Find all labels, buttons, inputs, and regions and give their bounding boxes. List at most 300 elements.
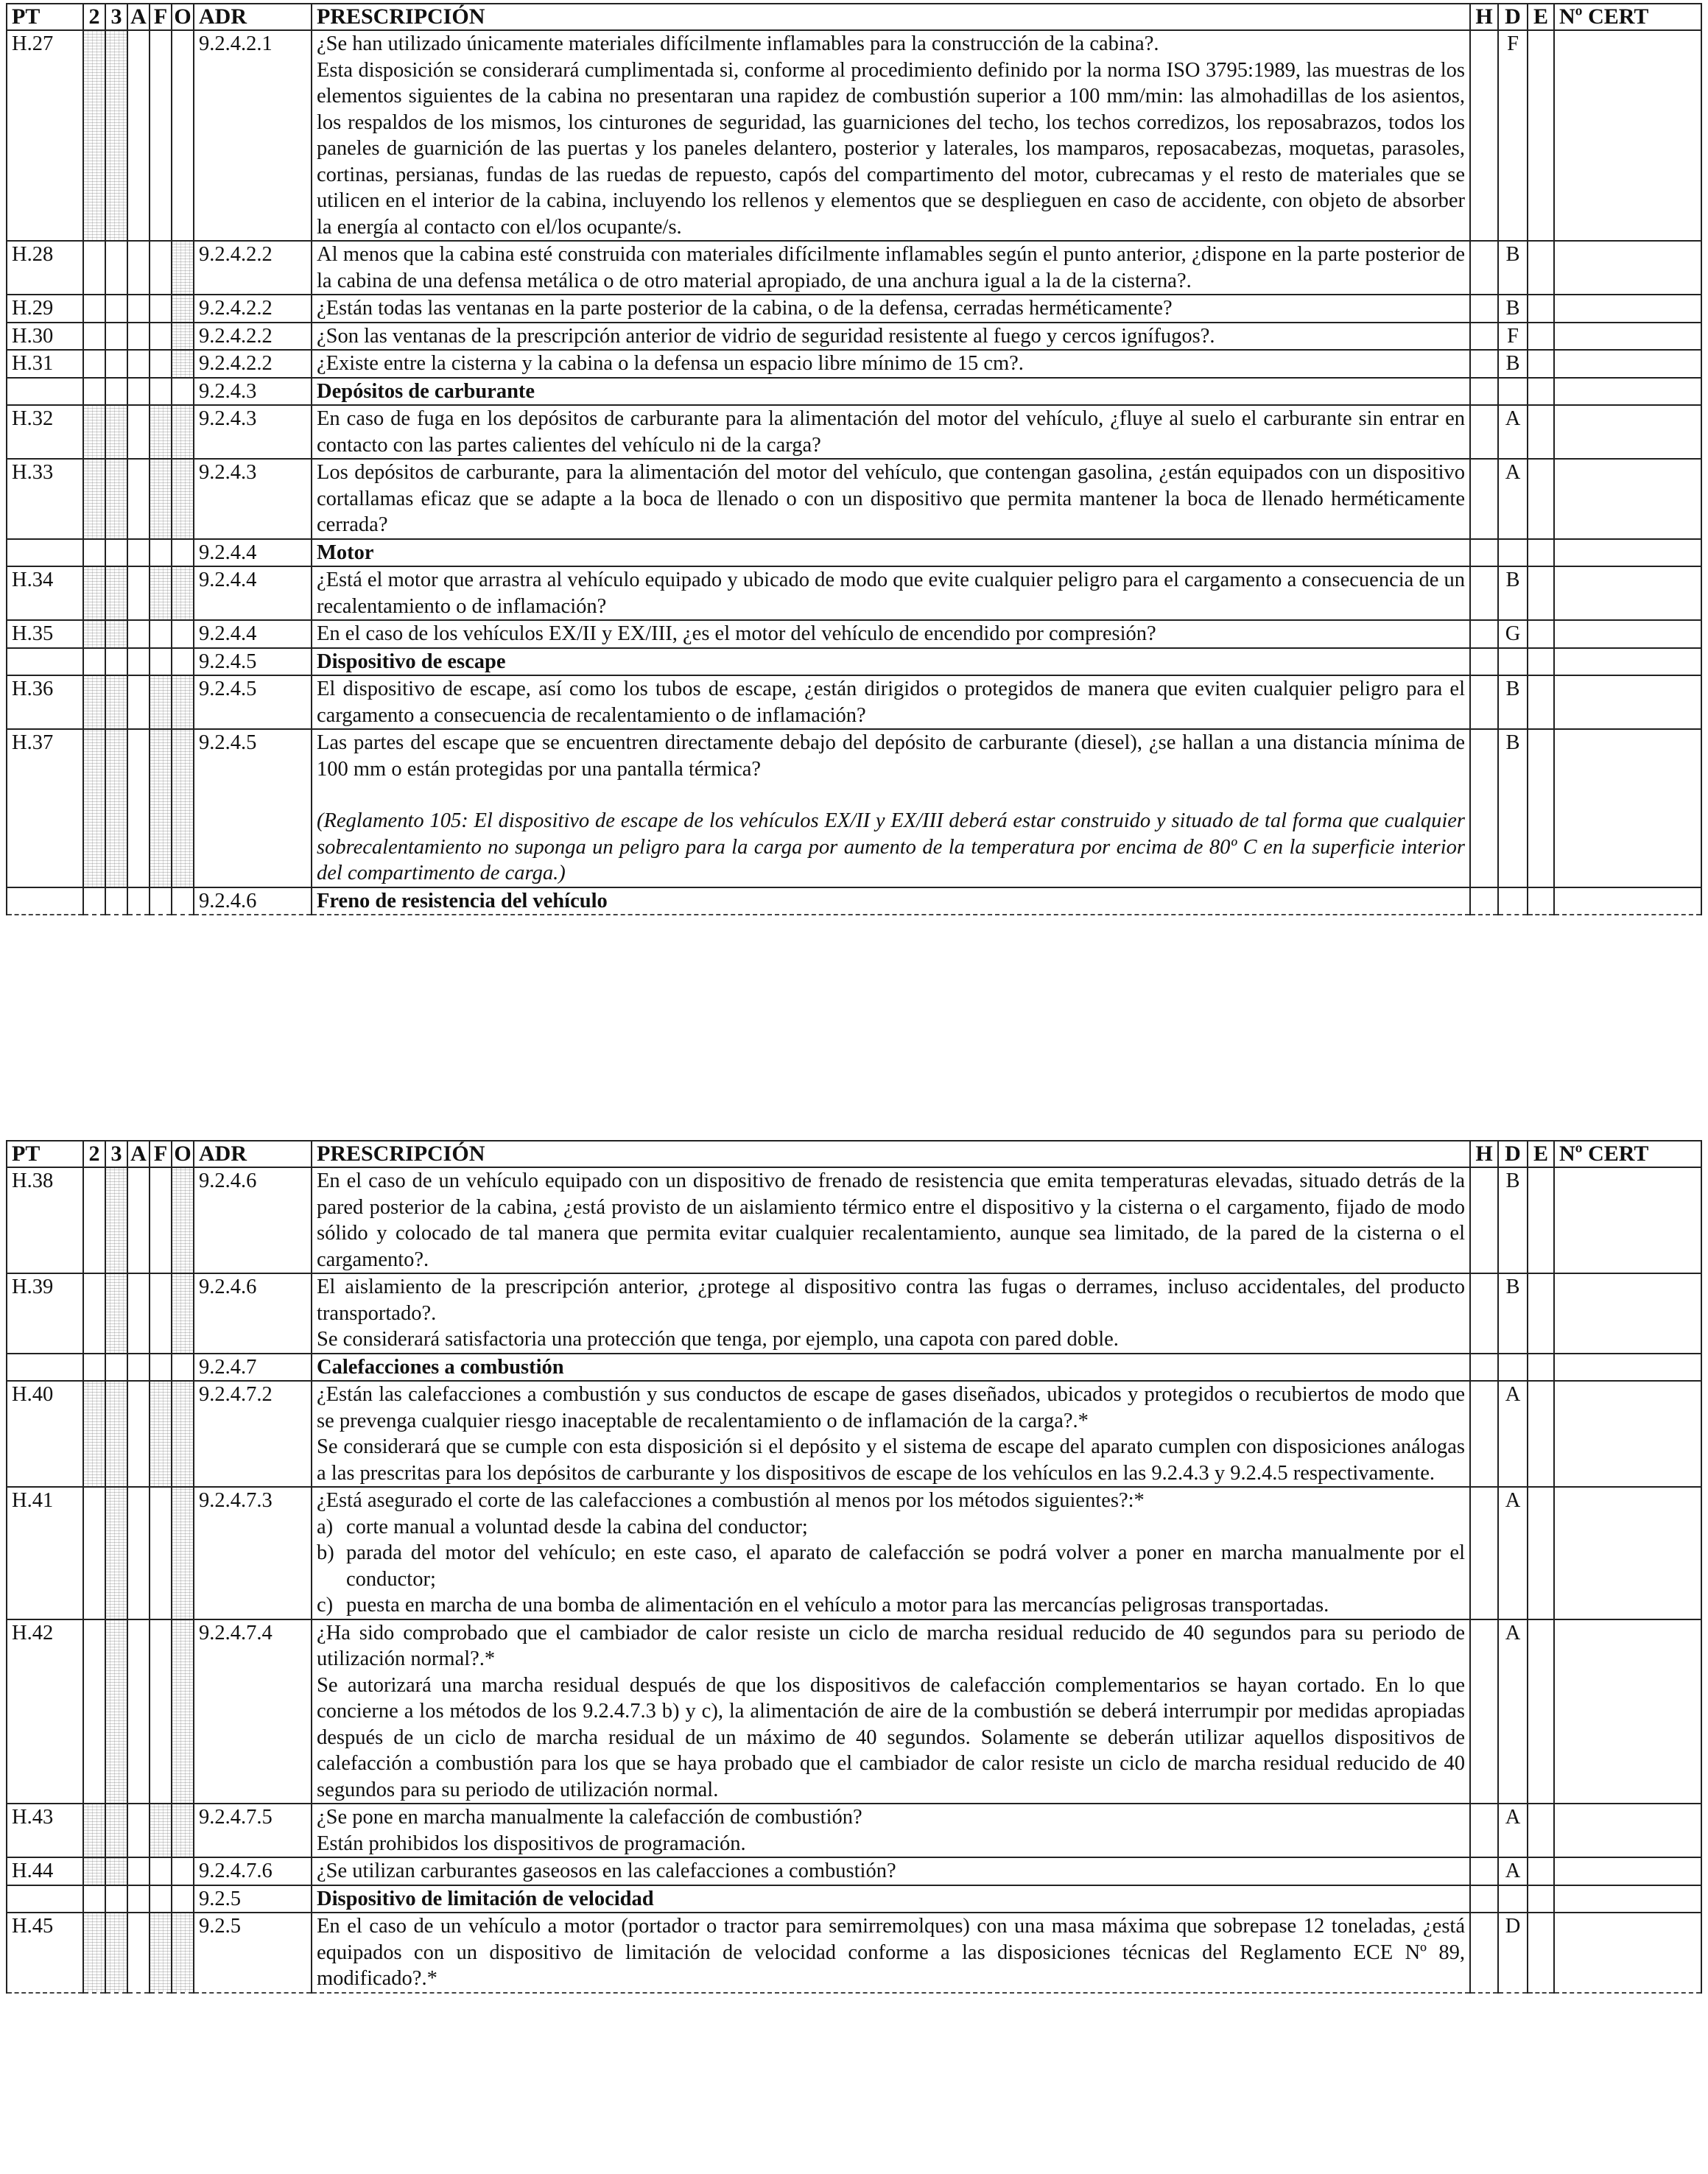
- flag-cell: [105, 350, 127, 378]
- pt-cell: [7, 1885, 83, 1913]
- flag-cell-marked: [172, 405, 194, 459]
- header-col-o: O: [172, 1141, 194, 1167]
- item-text: corte manual a voluntad desde la cabina del conductor;: [346, 1515, 808, 1538]
- table-row: [7, 1804, 1701, 1857]
- pt-cell: [7, 648, 83, 676]
- flag-cell: [127, 1619, 150, 1804]
- flag-cell-marked: [83, 1857, 105, 1885]
- prescription-text: Los depósitos de carburante, para la alimentación del motor del vehículo, que contengan gasolina, ¿están equipados con un dispositivo cortallamas eficaz que se adapte a la boca de llenado o con un dispositivo que permita mantener la boca de llenado herméticamente cerrada?: [317, 461, 1465, 536]
- header-row: [7, 1141, 1701, 1167]
- adr-cell: 9.2.4.2.1: [194, 30, 312, 241]
- flag-cell: [127, 405, 150, 459]
- flag-cell: [150, 30, 172, 241]
- flag-cell-marked: [105, 566, 127, 620]
- e-cell: [1528, 1804, 1554, 1857]
- flag-cell: [105, 378, 127, 406]
- prescription-cell: [312, 405, 1470, 459]
- header-pt: PT: [7, 1141, 83, 1167]
- flag-cell: [127, 648, 150, 676]
- h-cell: [1470, 350, 1498, 378]
- adr-cell: 9.2.4.3: [194, 378, 312, 406]
- prescription-cell: [312, 1273, 1470, 1354]
- e-cell: [1528, 405, 1554, 459]
- e-cell: [1528, 620, 1554, 648]
- adr-cell: 9.2.5: [194, 1885, 312, 1913]
- flag-cell: [172, 1885, 194, 1913]
- pt-cell: H.36: [7, 675, 83, 729]
- adr-cell: 9.2.4.4: [194, 620, 312, 648]
- e-cell: [1528, 887, 1554, 915]
- flag-cell-marked: [83, 675, 105, 729]
- flag-cell-marked: [150, 1381, 172, 1487]
- flag-cell: [83, 648, 105, 676]
- adr-cell: 9.2.4.7.5: [194, 1804, 312, 1857]
- adr-cell: 9.2.4.6: [194, 887, 312, 915]
- cert-cell: [1554, 1354, 1701, 1382]
- section-row: [7, 1885, 1701, 1913]
- header-prescripcion: PRESCRIPCIÓN: [312, 4, 1470, 30]
- flag-cell: [127, 1354, 150, 1382]
- d-cell: [1498, 887, 1528, 915]
- pt-cell: H.30: [7, 323, 83, 351]
- e-cell: [1528, 1381, 1554, 1487]
- d-cell: A: [1498, 1487, 1528, 1619]
- table-row: [7, 1381, 1701, 1487]
- flag-cell: [127, 1913, 150, 1993]
- adr-cell: 9.2.4.5: [194, 675, 312, 729]
- flag-cell-marked: [172, 566, 194, 620]
- header-col-f: F: [150, 1141, 172, 1167]
- pt-cell: H.40: [7, 1381, 83, 1487]
- item-text: parada del motor del vehículo; en este caso, el aparato de calefacción se podrá volver a poner en marcha manualmente por el conductor;: [346, 1541, 1465, 1591]
- cert-cell: [1554, 1913, 1701, 1993]
- table-row: [7, 350, 1701, 378]
- cert-cell: [1554, 620, 1701, 648]
- header-col-a: A: [127, 4, 150, 30]
- pt-cell: H.34: [7, 566, 83, 620]
- flag-cell: [150, 295, 172, 323]
- cert-cell: [1554, 1167, 1701, 1273]
- e-cell: [1528, 350, 1554, 378]
- flag-cell: [83, 350, 105, 378]
- flag-cell: [83, 1167, 105, 1273]
- prescription-text: ¿Se utilizan carburantes gaseosos en las calefacciones a combustión?: [317, 1860, 896, 1882]
- flag-cell: [105, 1354, 127, 1382]
- adr-cell: 9.2.4.2.2: [194, 241, 312, 295]
- flag-cell-marked: [105, 675, 127, 729]
- pt-cell: [7, 887, 83, 915]
- header-cert: Nº CERT: [1554, 1141, 1701, 1167]
- prescription-text: Se autorizará una marcha residual después de que los dispositivos de calefacción complementarios se hayan cortado. En lo que concierne a los métodos de los 9.2.4.7.3 b) y c), la alimentación de aire de la combustión se deberá interrumpir por medidas apropiadas después de un ciclo de marcha residual de un máximo de 40 segundos. Solamente se deberán utilizar aquellos dispositivos de calefacción a combustión para los que se haya probado que el cambiador de calor resiste un ciclo de marcha residual reducido de 40 segundos para su periodo de utilización normal.: [317, 1673, 1465, 1801]
- flag-cell: [127, 1804, 150, 1857]
- adr-cell: 9.2.4.7.6: [194, 1857, 312, 1885]
- d-cell: [1498, 539, 1528, 567]
- prescription-cell: [312, 1619, 1470, 1804]
- flag-cell-marked: [150, 1804, 172, 1857]
- flag-cell: [150, 1619, 172, 1804]
- inspection-table-1: [6, 3, 1702, 915]
- d-cell: B: [1498, 1273, 1528, 1354]
- e-cell: [1528, 566, 1554, 620]
- flag-cell: [83, 323, 105, 351]
- table-row: [7, 295, 1701, 323]
- adr-cell: 9.2.4.3: [194, 405, 312, 459]
- flag-cell-marked: [172, 295, 194, 323]
- e-cell: [1528, 1857, 1554, 1885]
- pt-cell: H.42: [7, 1619, 83, 1804]
- item-marker: b): [317, 1541, 334, 1564]
- prescription-cell: [312, 729, 1470, 887]
- prescription-text: El dispositivo de escape, así como los tubos de escape, ¿están dirigidos o protegidos de manera que eviten cualquier peligro para el cargamento a consecuencia de recalentamiento o de inflamación?: [317, 678, 1465, 727]
- d-cell: B: [1498, 295, 1528, 323]
- header-row: [7, 4, 1701, 30]
- flag-cell-marked: [150, 675, 172, 729]
- e-cell: [1528, 1167, 1554, 1273]
- e-cell: [1528, 241, 1554, 295]
- table-row: [7, 1167, 1701, 1273]
- flag-cell: [150, 1885, 172, 1913]
- adr-cell: 9.2.4.7.3: [194, 1487, 312, 1619]
- prescription-cell: [312, 566, 1470, 620]
- flag-cell-marked: [172, 1619, 194, 1804]
- header-col-a: A: [127, 1141, 150, 1167]
- d-cell: A: [1498, 1857, 1528, 1885]
- e-cell: [1528, 1913, 1554, 1993]
- list-item: [317, 1592, 1465, 1619]
- flag-cell: [105, 295, 127, 323]
- d-cell: B: [1498, 1167, 1528, 1273]
- header-e: E: [1528, 1141, 1554, 1167]
- header-cert: Nº CERT: [1554, 4, 1701, 30]
- flag-cell: [150, 241, 172, 295]
- h-cell: [1470, 729, 1498, 887]
- h-cell: [1470, 1381, 1498, 1487]
- cert-cell: [1554, 648, 1701, 676]
- cert-cell: [1554, 459, 1701, 539]
- prescription-cell: [312, 459, 1470, 539]
- flag-cell: [172, 1857, 194, 1885]
- h-cell: [1470, 1885, 1498, 1913]
- flag-cell-marked: [83, 1913, 105, 1993]
- prescription-cell: [312, 675, 1470, 729]
- prescription-text: En el caso de un vehículo equipado con un dispositivo de frenado de resistencia que emita temperaturas elevadas, situado detrás de la pared posterior de la cabina, ¿está provisto de un aislamiento térmico entre el dispositivo y la cisterna o el cargamento, fijado de modo sólido y colocado de tal manera que permita evitar cualquier recalentamiento, aunque sea limitado, de la pared de la cisterna o el cargamento?.: [317, 1169, 1465, 1271]
- prescription-text: ¿Está asegurado el corte de las calefacciones a combustión al menos por los métodos siguientes?:*: [317, 1489, 1145, 1512]
- table-row: [7, 1619, 1701, 1804]
- flag-cell-marked: [83, 1804, 105, 1857]
- flag-cell-marked: [172, 241, 194, 295]
- pt-cell: H.38: [7, 1167, 83, 1273]
- prescription-cell: [312, 1167, 1470, 1273]
- h-cell: [1470, 295, 1498, 323]
- flag-cell: [83, 241, 105, 295]
- flag-cell-marked: [172, 729, 194, 887]
- flag-cell-marked: [150, 1913, 172, 1993]
- pt-cell: H.35: [7, 620, 83, 648]
- header-h: H: [1470, 4, 1498, 30]
- d-cell: G: [1498, 620, 1528, 648]
- flag-cell: [105, 648, 127, 676]
- pt-cell: H.27: [7, 30, 83, 241]
- e-cell: [1528, 648, 1554, 676]
- flag-cell-marked: [172, 1487, 194, 1619]
- pt-cell: H.43: [7, 1804, 83, 1857]
- h-cell: [1470, 1619, 1498, 1804]
- e-cell: [1528, 30, 1554, 241]
- flag-cell: [127, 323, 150, 351]
- adr-cell: 9.2.4.5: [194, 648, 312, 676]
- flag-cell: [83, 295, 105, 323]
- flag-cell: [127, 539, 150, 567]
- flag-cell: [83, 539, 105, 567]
- header-col-3: 3: [105, 1141, 127, 1167]
- flag-cell: [127, 1381, 150, 1487]
- flag-cell: [105, 539, 127, 567]
- flag-cell-marked: [105, 1273, 127, 1354]
- h-cell: [1470, 30, 1498, 241]
- flag-cell: [172, 887, 194, 915]
- table-1-body: [7, 30, 1701, 915]
- flag-cell: [172, 378, 194, 406]
- prescription-cell: [312, 1913, 1470, 1993]
- prescription-text: ¿Ha sido comprobado que el cambiador de calor resiste un ciclo de marcha residual reducido de 40 segundos para su periodo de utilización normal?.*: [317, 1621, 1465, 1670]
- e-cell: [1528, 1354, 1554, 1382]
- h-cell: [1470, 459, 1498, 539]
- item-text: puesta en marcha de una bomba de alimentación en el vehículo a motor para las mercancías peligrosas transportadas.: [346, 1594, 1329, 1617]
- adr-cell: 9.2.4.6: [194, 1273, 312, 1354]
- flag-cell-marked: [83, 566, 105, 620]
- prescription-text: Están prohibidos los dispositivos de programación.: [317, 1832, 746, 1855]
- table-row: [7, 323, 1701, 351]
- e-cell: [1528, 378, 1554, 406]
- table-row: [7, 1913, 1701, 1993]
- cert-cell: [1554, 1857, 1701, 1885]
- cert-cell: [1554, 675, 1701, 729]
- table-row: [7, 459, 1701, 539]
- flag-cell-marked: [83, 729, 105, 887]
- h-cell: [1470, 1273, 1498, 1354]
- adr-cell: 9.2.4.7.2: [194, 1381, 312, 1487]
- prescription-text: En el caso de un vehículo a motor (portador o tractor para semirremolques) con una masa máxima que sobrepase 12 toneladas, ¿está equipados con un dispositivo de limitación de velocidad conforme a las disposiciones técnicas del Reglamento ECE Nº 89, modificado?.*: [317, 1915, 1465, 1990]
- adr-cell: 9.2.4.2.2: [194, 295, 312, 323]
- prescription-cell: [312, 323, 1470, 351]
- header-pt: PT: [7, 4, 83, 30]
- table-row: [7, 729, 1701, 887]
- table-row: [7, 241, 1701, 295]
- prescription-text: ¿Están todas las ventanas en la parte posterior de la cabina, o de la defensa, cerradas herméticamente?: [317, 297, 1173, 320]
- flag-cell: [127, 620, 150, 648]
- flag-cell-marked: [172, 1273, 194, 1354]
- flag-cell-marked: [172, 1804, 194, 1857]
- flag-cell: [127, 675, 150, 729]
- cert-cell: [1554, 241, 1701, 295]
- e-cell: [1528, 459, 1554, 539]
- prescription-cell: [312, 1381, 1470, 1487]
- section-title: Calefacciones a combustión: [312, 1354, 1470, 1382]
- d-cell: [1498, 378, 1528, 406]
- header-col-2: 2: [83, 1141, 105, 1167]
- flag-cell-marked: [105, 1913, 127, 1993]
- adr-cell: 9.2.4.2.2: [194, 350, 312, 378]
- flag-cell-marked: [105, 405, 127, 459]
- e-cell: [1528, 539, 1554, 567]
- prescription-text: El aislamiento de la prescripción anterior, ¿protege al dispositivo contra las fugas o derrames, incluso accidentales, del producto transportado?.: [317, 1276, 1465, 1325]
- flag-cell-marked: [172, 1167, 194, 1273]
- prescription-cell: [312, 295, 1470, 323]
- flag-cell: [150, 648, 172, 676]
- pt-cell: H.28: [7, 241, 83, 295]
- section-title: Freno de resistencia del vehículo: [312, 887, 1470, 915]
- h-cell: [1470, 1804, 1498, 1857]
- cert-cell: [1554, 1885, 1701, 1913]
- cert-cell: [1554, 1381, 1701, 1487]
- flag-cell: [83, 1885, 105, 1913]
- cert-cell: [1554, 1273, 1701, 1354]
- flag-cell-marked: [105, 1619, 127, 1804]
- flag-cell: [105, 323, 127, 351]
- flag-cell: [172, 1354, 194, 1382]
- flag-cell: [150, 1354, 172, 1382]
- h-cell: [1470, 405, 1498, 459]
- e-cell: [1528, 1487, 1554, 1619]
- h-cell: [1470, 1913, 1498, 1993]
- flag-cell: [105, 1885, 127, 1913]
- section-row: [7, 378, 1701, 406]
- d-cell: [1498, 648, 1528, 676]
- h-cell: [1470, 378, 1498, 406]
- flag-cell: [150, 887, 172, 915]
- d-cell: A: [1498, 459, 1528, 539]
- section-title: Depósitos de carburante: [312, 378, 1470, 406]
- flag-cell-marked: [150, 405, 172, 459]
- flag-cell-marked: [105, 459, 127, 539]
- flag-cell-marked: [150, 459, 172, 539]
- adr-cell: 9.2.4.5: [194, 729, 312, 887]
- pt-cell: [7, 378, 83, 406]
- h-cell: [1470, 566, 1498, 620]
- flag-cell-marked: [83, 620, 105, 648]
- flag-cell: [150, 350, 172, 378]
- cert-cell: [1554, 729, 1701, 887]
- header-adr: ADR: [194, 4, 312, 30]
- flag-cell: [83, 1354, 105, 1382]
- flag-cell: [83, 887, 105, 915]
- prescription-text: ¿Está el motor que arrastra al vehículo equipado y ubicado de modo que evite cualquier peligro para el cargamento a consecuencia de un recalentamiento o de inflamación?: [317, 569, 1465, 618]
- prescription-text: Al menos que la cabina esté construida con materiales difícilmente inflamables según el punto anterior, ¿dispone en la parte posterior de la cabina de una defensa metálica o de otro material apropiado, de una anchura igual a la de la cisterna?.: [317, 243, 1465, 292]
- flag-cell: [127, 1857, 150, 1885]
- flag-cell: [127, 729, 150, 887]
- flag-cell: [83, 1273, 105, 1354]
- flag-cell: [83, 378, 105, 406]
- flag-cell-marked: [150, 566, 172, 620]
- flag-cell: [127, 1885, 150, 1913]
- list-item: [317, 1514, 1465, 1541]
- section-title: Motor: [312, 539, 1470, 567]
- list-item: [317, 1540, 1465, 1592]
- flag-cell-marked: [105, 729, 127, 887]
- flag-cell-marked: [172, 459, 194, 539]
- flag-cell: [172, 620, 194, 648]
- h-cell: [1470, 241, 1498, 295]
- prescription-text: En el caso de los vehículos EX/II y EX/III, ¿es el motor del vehículo de encendido por compresión?: [317, 622, 1156, 645]
- section-row: [7, 887, 1701, 915]
- flag-cell-marked: [172, 1913, 194, 1993]
- e-cell: [1528, 323, 1554, 351]
- flag-cell: [127, 30, 150, 241]
- table-2-body: [7, 1167, 1701, 1993]
- flag-cell: [127, 1167, 150, 1273]
- prescription-text: En caso de fuga en los depósitos de carburante para la alimentación del motor del vehículo, ¿fluye al suelo el carburante sin entrar en contacto con las partes calientes del vehículo ni de la carga?: [317, 407, 1465, 457]
- table-row: [7, 675, 1701, 729]
- cert-cell: [1554, 887, 1701, 915]
- flag-cell: [172, 648, 194, 676]
- prescription-text: ¿Se han utilizado únicamente materiales difícilmente inflamables para la construcción de la cabina?.: [317, 32, 1159, 55]
- prescription-text: Las partes del escape que se encuentren directamente debajo del depósito de carburante (diesel), ¿se hallan a una distancia mínima de 100 mm o están protegidas por una pantalla térmica?: [317, 731, 1465, 781]
- flag-cell: [150, 539, 172, 567]
- d-cell: A: [1498, 1804, 1528, 1857]
- cert-cell: [1554, 1619, 1701, 1804]
- flag-cell-marked: [83, 459, 105, 539]
- header-col-f: F: [150, 4, 172, 30]
- prescription-cell: [312, 350, 1470, 378]
- header-col-2: 2: [83, 4, 105, 30]
- prescription-cell: [312, 1857, 1470, 1885]
- header-d: D: [1498, 1141, 1528, 1167]
- d-cell: A: [1498, 405, 1528, 459]
- adr-cell: 9.2.5: [194, 1913, 312, 1993]
- pt-cell: H.29: [7, 295, 83, 323]
- header-h: H: [1470, 1141, 1498, 1167]
- e-cell: [1528, 1619, 1554, 1804]
- pt-cell: H.45: [7, 1913, 83, 1993]
- h-cell: [1470, 1354, 1498, 1382]
- pt-cell: H.41: [7, 1487, 83, 1619]
- flag-cell: [83, 1619, 105, 1804]
- header-col-3: 3: [105, 4, 127, 30]
- h-cell: [1470, 648, 1498, 676]
- e-cell: [1528, 295, 1554, 323]
- e-cell: [1528, 1273, 1554, 1354]
- table-row: [7, 1857, 1701, 1885]
- flag-cell-marked: [83, 405, 105, 459]
- section-row: [7, 648, 1701, 676]
- adr-cell: 9.2.4.3: [194, 459, 312, 539]
- pt-cell: [7, 1354, 83, 1382]
- cert-cell: [1554, 378, 1701, 406]
- table-row: [7, 1487, 1701, 1619]
- table-row: [7, 405, 1701, 459]
- d-cell: B: [1498, 566, 1528, 620]
- flag-cell-marked: [105, 1487, 127, 1619]
- cert-cell: [1554, 295, 1701, 323]
- pt-cell: H.44: [7, 1857, 83, 1885]
- pt-cell: [7, 539, 83, 567]
- prescription-text: ¿Están las calefacciones a combustión y sus conductos de escape de gases diseñados, ubicados y protegidos o recubiertos de modo que se prevenga cualquier riesgo inaceptable de recalentamiento o de inflamación de la carga?.*: [317, 1383, 1465, 1432]
- cert-cell: [1554, 539, 1701, 567]
- section-title: Dispositivo de escape: [312, 648, 1470, 676]
- header-e: E: [1528, 4, 1554, 30]
- pt-cell: H.33: [7, 459, 83, 539]
- pt-cell: H.31: [7, 350, 83, 378]
- cert-cell: [1554, 566, 1701, 620]
- prescription-text: ¿Existe entre la cisterna y la cabina o la defensa un espacio libre mínimo de 15 cm?.: [317, 352, 1024, 375]
- header-d: D: [1498, 4, 1528, 30]
- e-cell: [1528, 1885, 1554, 1913]
- cert-cell: [1554, 350, 1701, 378]
- flag-cell: [172, 30, 194, 241]
- flag-cell-marked: [105, 1167, 127, 1273]
- h-cell: [1470, 620, 1498, 648]
- d-cell: D: [1498, 1913, 1528, 1993]
